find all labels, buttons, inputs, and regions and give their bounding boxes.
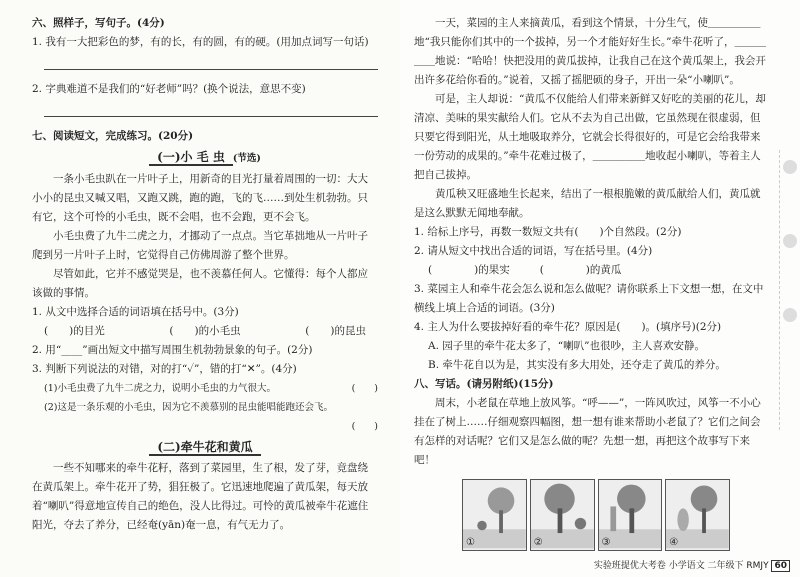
p1-question3: 3. 判断下列说法的对错，对的打“✓”，错的打“✕”。(4分): [32, 363, 297, 375]
binding-hole: [783, 234, 797, 248]
binding-hole: [783, 308, 797, 322]
q2-option-b[interactable]: ( )的黄瓜: [539, 264, 622, 276]
p1-question2: 2. 用“____”画出短文中描写周围生机勃勃景象的句子。(2分): [32, 344, 313, 356]
q4-option-a: A. 园子里的牵牛花太多了，“喇叭”也很吵，主人喜欢安静。: [428, 340, 705, 352]
q1-option-a[interactable]: ( )的目光: [44, 325, 105, 337]
story-picture-3: ③: [598, 479, 663, 551]
q4-option-b: B. 牵牛花自以为是，其实没有多大用处，还夺走了黄瓜的养分。: [428, 359, 726, 371]
passage1-title: (一)小 毛 虫 (节选): [32, 148, 378, 168]
p1-q1-options: [32, 322, 378, 341]
p2-question2: 2. 请从短文中找出合适的词语，写在括号里。(4分): [414, 245, 653, 257]
s6-question1: 1. 我有一大把彩色的梦，有的长，有的圆，有的硬。(用加点词写一句话): [32, 36, 369, 48]
answer-line[interactable]: [44, 57, 378, 70]
section8-heading: 八、写话。(请另附纸)(15分): [414, 378, 554, 390]
passage2-para3: 可是，主人却说：“黄瓜不仅能给人们带来新鲜又好吃的美丽的花儿，却清凉、美味的果实献给人们。它从不去为自己出做，它虽然现在很虚弱，但只要它得到阳光，从土地吸取养分，它就会长得很好的，可是它会给我带来一份劳动的成果的。”牵牛花难过极了，＿＿＿＿＿地收起小喇叭，等着主人把自己拔掉。: [414, 93, 766, 181]
story-picture-4: ④: [665, 479, 730, 551]
q3-item2: (2)这是一条乐观的小毛虫，因为它不羡慕别的昆虫能唱能跑还会飞。: [44, 402, 333, 413]
q3-item1-paren[interactable]: ( ): [351, 383, 378, 394]
story-picture-1: ①: [462, 479, 527, 551]
passage1-para3: 尽管如此，它并不感觉哭是，也不羡慕任何人。它懂得：每个人都应该做的事情。: [32, 268, 368, 299]
passage2-para2: 一天，菜园的主人来摘黄瓜，看到这个情景，十分生气，使＿＿＿＿＿地“我只能你们其中的一个拔掉，另一个才能好好生长。”牵牛花听了，＿＿＿＿＿地说：“哈哈！快把没用的黄瓜拔掉，让我自己在这个黄瓜架上，我会开出许多花给你看的。”说着，又摇了摇肥硕的身子，开出一朵“小喇叭”。: [414, 17, 766, 86]
p1-question1: 1. 从文中选择合适的词语填在括号中。(3分): [32, 306, 239, 318]
p2-q2-options: [414, 261, 770, 280]
section6-heading: 六、照样子，写句子。(4分): [32, 17, 165, 29]
binding-margin: [779, 150, 800, 430]
p2-question3: 3. 菜园主人和牵牛花会怎么说和怎么做呢？请你联系上下文想一想，在文中横线上填上合适的词语。(3分): [414, 283, 764, 314]
p2-question1: 1. 给标上序号，再数一数短文共有( )个自然段。(2分): [414, 226, 682, 238]
q3-item1: (1)小毛虫费了九牛二虎之力，说明小毛虫的力气很大。 ( ): [32, 379, 378, 398]
q2-option-a[interactable]: ( )的果实: [428, 264, 510, 276]
binding-hole: [783, 160, 797, 174]
passage1-para2: 小毛虫费了九牛二虎之力，才挪动了一点点。当它革拙地从一片叶子爬到另一片叶子上时，它觉得自己仿佛周游了整个世界。: [32, 230, 368, 261]
page-footer: 实验班提优大考卷 小学语文 二年级下 RMJY 60: [594, 558, 790, 571]
passage2-title: (二)牵牛花和黄瓜: [32, 438, 378, 457]
story-picture-2: ②: [530, 479, 595, 551]
q1-option-b[interactable]: ( )的小毛虫: [169, 325, 241, 337]
picture-strip: [462, 479, 730, 551]
s6-question2: 2. 字典难道不是我们的“好老师”吗？(换个说法，意思不变): [32, 83, 306, 95]
section8-prompt: 周末，小老鼠在草地上放风筝。“呼——”，一阵风吹过，风筝一不小心挂在了树上……仔细观察四幅图，想一想有谁来帮助小老鼠了？它们之间会有怎样的对话呢？它们又是怎么做的呢？先想一想，再把这个故事写下来吧！: [414, 397, 761, 466]
section7-heading: 七、阅读短文，完成练习。(20分): [32, 130, 194, 142]
p2-question4: 4. 主人为什么要拔掉好看的牵牛花？原因是( )。(填序号)(2分): [414, 321, 722, 333]
answer-line[interactable]: [44, 104, 378, 117]
q3-item2-paren[interactable]: ( ): [351, 421, 378, 432]
passage2-para1: 一些不知哪来的牵牛花籽，落到了菜园里，生了根，发了芽，竟盘绕在黄瓜架上。牵牛花开了势，猖狂极了。它迅速地爬遍了黄瓜架，每天放着“喇叭”得意地宣传自己的绝色，没人比得过。可怜的黄瓜被牵牛花遮住阳光，夺去了养分，已经奄(yān)奄一息，有气无力了。: [32, 462, 369, 531]
passage2-para4: 黄瓜秧又旺盛地生长起来，结出了一根根脆嫩的黄瓜献给人们，黄瓜就是这么默默无闻地奉献。: [414, 188, 761, 219]
q1-option-c[interactable]: ( )的昆虫: [305, 325, 366, 337]
page-number: 60: [771, 560, 790, 572]
passage1-para1: 一条小毛虫趴在一片叶子上，用新奇的目光打量着周围的一切：大大小小的昆虫又喊又唱，又跑又跳，跑的跑，飞的飞……到处生机勃勃。只有它，这个可怜的小毛虫，既不会唱，也不会跑，更不会飞。: [32, 173, 368, 223]
